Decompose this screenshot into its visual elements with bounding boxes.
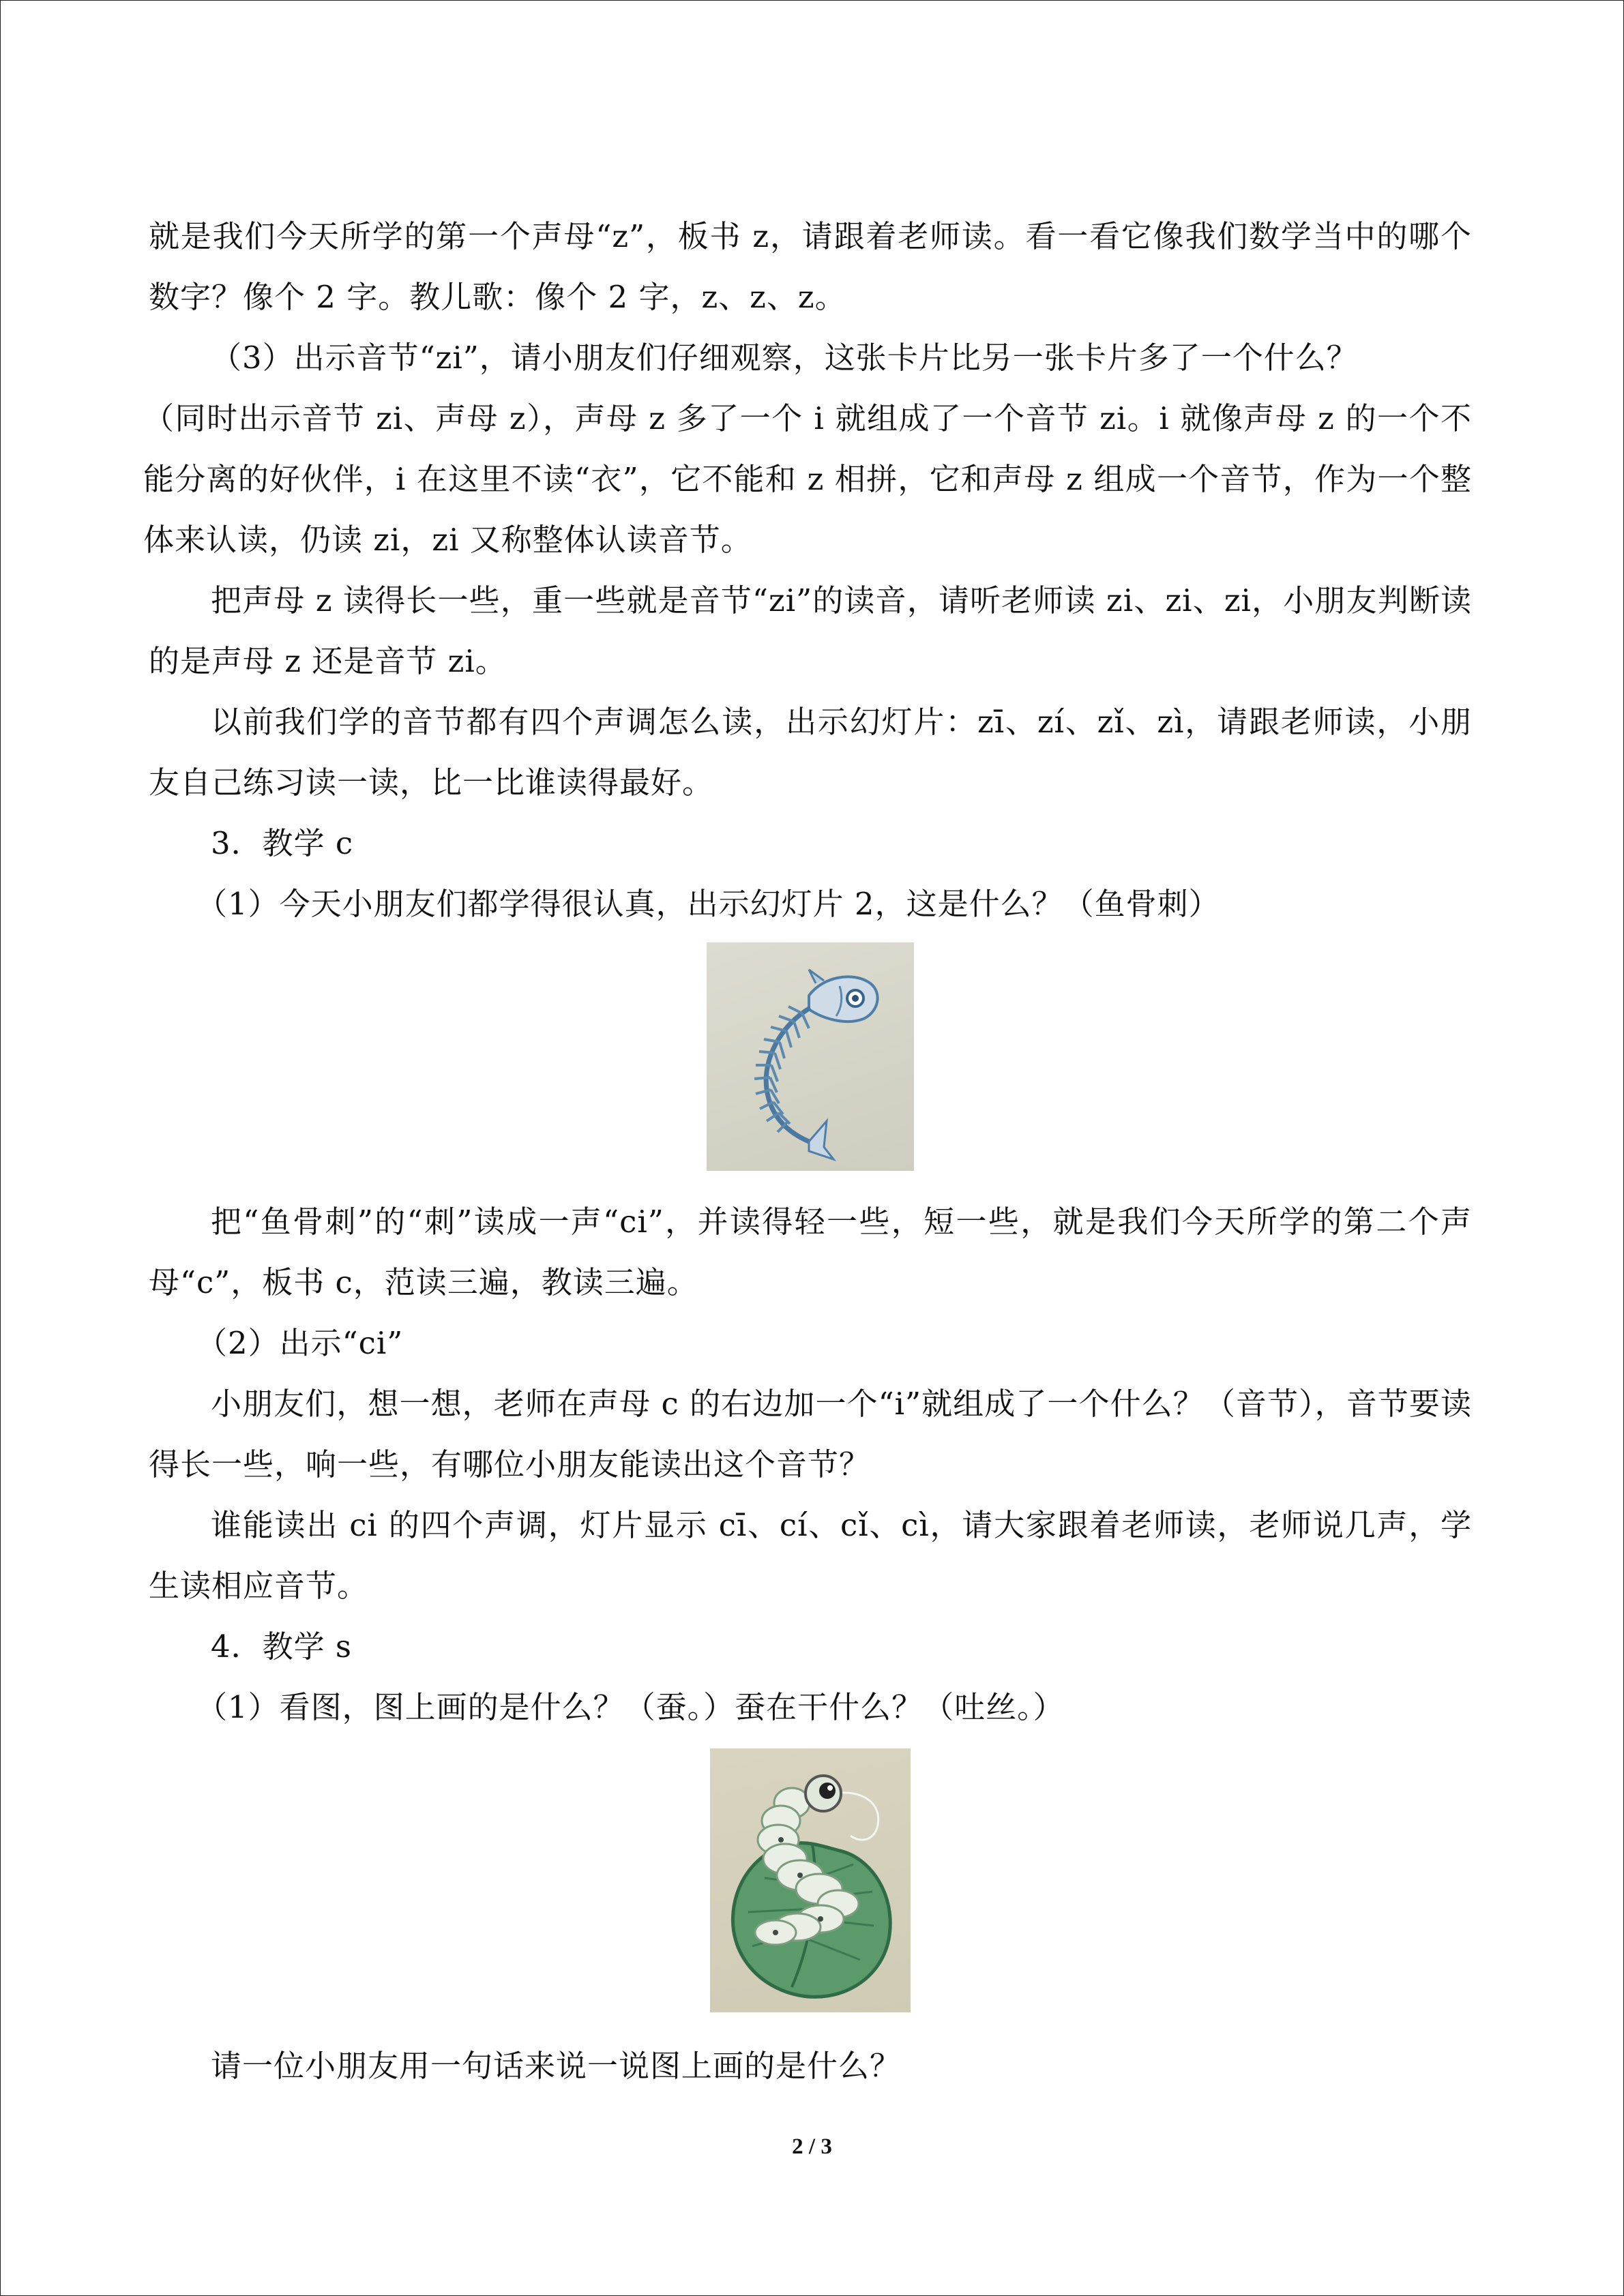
silkworm-image: [710, 1748, 911, 2012]
paragraph-zi-tones: 以前我们学的音节都有四个声调怎么读，出示幻灯片：zī、zí、zǐ、zì，请跟老师读，小朋友自己练习读一读，比一比谁读得最好。: [149, 704, 1472, 801]
paragraph-c-slide: （1）今天小朋友们都学得很认真，出示幻灯片 2，这是什么？（鱼骨刺）: [196, 886, 1220, 922]
document-body: [143, 206, 1472, 2096]
heading-teach-s: 4．教学 s: [211, 1628, 353, 1665]
paragraph-zi-card: （3）出示音节“zi”，请小朋友们仔细观察，这张卡片比另一张卡片多了一个什么？: [211, 340, 1358, 376]
page-number: 2 / 3: [792, 2134, 832, 2159]
paragraph-ci-syllable: 小朋友们，想一想，老师在声母 c 的右边加一个“i”就组成了一个什么？（音节），音节要读得长一些，响一些，有哪位小朋友能读出这个音节？: [149, 1386, 1472, 1482]
paragraph-z-intro: 就是我们今天所学的第一个声母“z”，板书 z，请跟着老师读。看一看它像我们数学当中的哪个数字？像个 2 字。教儿歌：像个 2 字，z、z、z。: [149, 218, 1472, 315]
fish-bone-icon: [707, 942, 914, 1171]
fish-bone-figure: [149, 942, 1472, 1171]
paragraph-s-describe: 请一位小朋友用一句话来说一说图上画的是什么？: [211, 2048, 902, 2084]
paragraph-zi-reading: 把声母 z 读得长一些，重一些就是音节“zi”的读音，请听老师读 zi、zi、zi，小朋友判断读的是声母 z 还是音节 zi。: [149, 582, 1472, 679]
silkworm-leaf-icon: [710, 1748, 911, 2012]
silkworm-figure: [149, 1748, 1472, 2012]
paragraph-s-picture: （1）看图，图上画的是什么？（蚕。）蚕在干什么？（吐丝。）: [196, 1689, 1065, 1725]
paragraph-ci-tones: 谁能读出 ci 的四个声调，灯片显示 cī、cí、cǐ、cì，请大家跟着老师读，老师说几声，学生读相应音节。: [149, 1507, 1472, 1604]
paragraph-ci-show: （2）出示“ci”: [196, 1325, 404, 1361]
heading-teach-c: 3．教学 c: [211, 825, 354, 861]
fish-bone-image: [707, 942, 914, 1171]
paragraph-c-reading: 把“鱼骨刺”的“刺”读成一声“ci”，并读得轻一些，短一些，就是我们今天所学的第二个声母“c”，板书 c，范读三遍，教读三遍。: [149, 1204, 1472, 1300]
paragraph-zi-explain: （同时出示音节 zi、声母 z），声母 z 多了一个 i 就组成了一个音节 zi。i 就像声母 z 的一个不能分离的好伙伴，i 在这里不读“衣”，它不能和 z 相拼，它和声母 z 组成一个音节，作为一个整体来认读，仍读 zi，zi 又称整体认读音节。: [143, 400, 1472, 558]
